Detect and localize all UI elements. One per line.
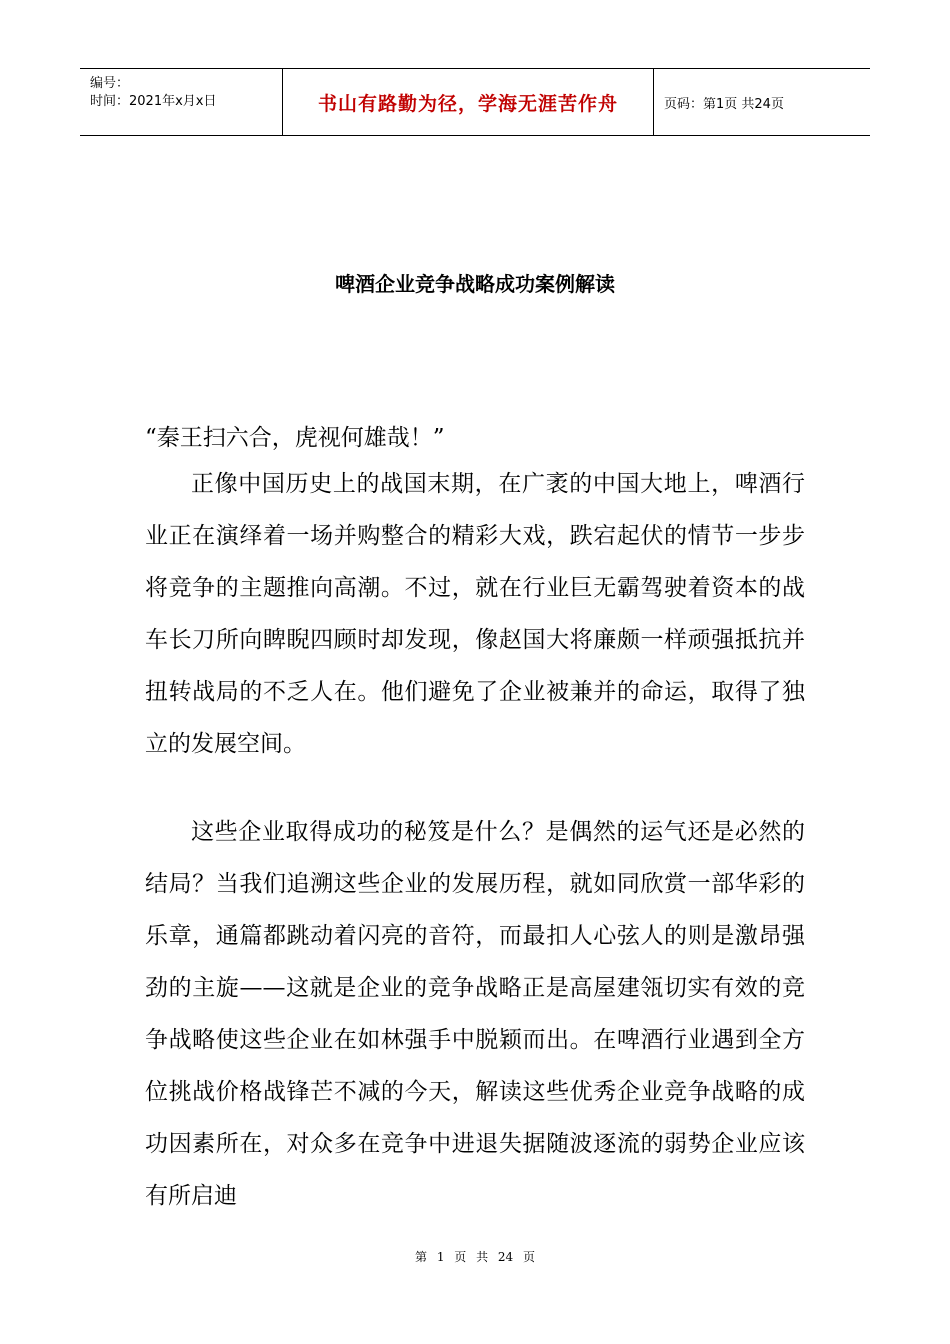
header-motto: 书山有路勤为径，学海无涯苦作舟 [282, 69, 654, 135]
document-number-label: 编号： [90, 76, 130, 91]
body-paragraph-2: 这些企业取得成功的秘笈是什么？是偶然的运气还是必然的结局？当我们追溯这些企业的发展历程，就如同欣赏一部华彩的乐章，通篇都跳动着闪亮的音符，而最扣人心弦人的则是激昂强劲的主旋——这就是企业的竞争战略正是高屋建瓴切实有效的竞争战略使这些企业在如林强手中脱颖而出。在啤酒行业遇到全方位挑战价格战锋芒不减的今天，解读这些优秀企业竞争战略的成功因素所在，对众多在竞争中进退失据随波逐流的弱势企业应该有所启迪 [145, 819, 805, 1209]
page-footer: 第 1 页 共 24 页 [415, 1250, 535, 1264]
document-title: 啤酒企业竞争战略成功案例解读 [335, 272, 615, 296]
header-meta [80, 69, 282, 135]
opening-quote: “秦王扫六合，虎视何雄哉！” [145, 425, 445, 451]
document-date: 时间：2021年x月x日 [90, 94, 217, 109]
header-page-info: 页码：第1页 共24页 [664, 96, 784, 112]
body-paragraph-1: 正像中国历史上的战国末期，在广袤的中国大地上，啤酒行业正在演绎着一场并购整合的精彩大戏，跌宕起伏的情节一步步将竞争的主题推向高潮。不过，就在行业巨无霸驾驶着资本的战车长刀所向睥睨四顾时却发现，像赵国大将廉颇一样顽强抵抗并扭转战局的不乏人在。他们避免了企业被兼并的命运，取得了独立的发展空间。 [145, 471, 805, 757]
page-header [80, 68, 870, 136]
